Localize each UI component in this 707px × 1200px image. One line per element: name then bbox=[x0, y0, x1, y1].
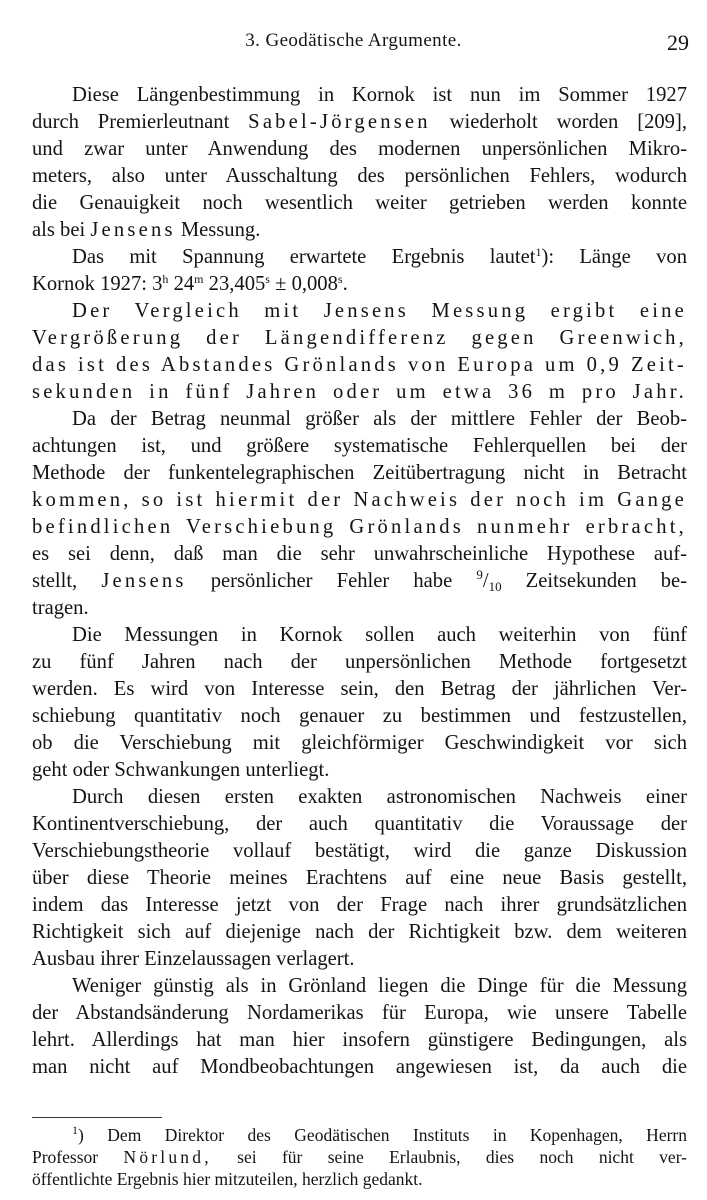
footnote-line: öffentlichte Ergebnis hier mitzuteilen, herzlich gedankt. bbox=[32, 1169, 423, 1189]
text-line bbox=[32, 109, 687, 136]
text-span: als bei bbox=[32, 219, 86, 241]
text-line: ob die Verschiebung mit gleichförmiger Geschwindigkeit vor sich bbox=[32, 732, 687, 754]
spaced-name: Jensens bbox=[90, 219, 176, 241]
spaced-name: Sabel-Jörgensen bbox=[248, 111, 431, 133]
text-line: über diese Theorie meines Erachtens auf eine neue Basis gestellt, bbox=[32, 867, 687, 889]
text-line: werden. Es wird von Interesse sein, den Betrag der jährlichen Ver- bbox=[32, 678, 687, 700]
text-span: durch Premierleutnant bbox=[32, 111, 230, 133]
text-span: Professor bbox=[32, 1147, 99, 1167]
text-line: Weniger günstig als in Grönland liegen die Dinge für die Messung bbox=[72, 975, 687, 997]
text-span: ± 0,008 bbox=[269, 273, 338, 295]
footnote-line bbox=[32, 1146, 687, 1168]
footnote-ref: 1 bbox=[535, 245, 542, 259]
text-line bbox=[32, 244, 687, 271]
text-span: Messung. bbox=[180, 219, 261, 241]
text-line bbox=[32, 568, 687, 595]
paragraph bbox=[32, 973, 687, 1081]
text-span: Das mit Spannung erwartete Ergebnis lautet bbox=[72, 246, 536, 268]
text-line: kommen, so ist hiermit der Nachweis der noch im Gange bbox=[32, 489, 687, 511]
fraction-numerator: 9 bbox=[476, 568, 483, 582]
text-line: sekunden in fünf Jahren oder um etwa 36 m pro Jahr. bbox=[32, 381, 687, 403]
text-span: Zeitsekunden be- bbox=[525, 570, 687, 592]
text-line: Diese Längenbestimmung in Kornok ist nun im Sommer 1927 bbox=[72, 84, 687, 106]
text-line: und zwar unter Anwendung des modernen unpersönlichen Mikro- bbox=[32, 138, 687, 160]
paragraph bbox=[32, 784, 687, 973]
text-span: wiederholt worden [209], bbox=[449, 111, 687, 133]
text-line: Vergrößerung der Längendifferenz gegen Greenwich, bbox=[32, 327, 687, 349]
footnote-marker: 1 bbox=[72, 1124, 78, 1137]
text-span: . bbox=[342, 273, 348, 295]
text-span: ): Länge von bbox=[541, 246, 687, 268]
spaced-name: Jensens bbox=[323, 300, 410, 322]
text-line: geht oder Schwankungen unterliegt. bbox=[32, 759, 330, 781]
text-span: ) Dem Direktor des Geodätischen Instituts in Kopenhagen, Herrn bbox=[78, 1125, 687, 1145]
text-span: Messung ergibt eine bbox=[431, 300, 687, 322]
text-line: indem das Interesse jetzt von der Frage nach ihrer grundsätzlichen bbox=[32, 894, 687, 916]
text-line: der Abstandsänderung Nordamerikas für Europa, wie unsere Tabelle bbox=[32, 1002, 687, 1024]
text-span: stellt, bbox=[32, 570, 78, 592]
paragraph bbox=[32, 82, 687, 244]
text-line bbox=[32, 298, 687, 325]
text-line: Die Messungen in Kornok sollen auch weiterhin von fünf bbox=[72, 624, 687, 646]
spaced-name: Jensens bbox=[101, 570, 187, 592]
text-span: Der Vergleich mit bbox=[72, 300, 302, 322]
text-line: befindlichen Verschiebung Grönlands nunmehr erbracht, bbox=[32, 516, 687, 538]
page-header bbox=[0, 30, 707, 60]
text-line: Durch diesen ersten exakten astronomischen Nachweis einer bbox=[72, 786, 687, 808]
paragraph bbox=[32, 298, 687, 406]
text-line: Kontinentverschiebung, der auch quantitativ die Voraussage der bbox=[32, 813, 687, 835]
text-line: Da der Betrag neunmal größer als der mittlere Fehler der Beob- bbox=[72, 408, 687, 430]
paragraph bbox=[32, 406, 687, 622]
paragraph bbox=[32, 622, 687, 784]
paragraph bbox=[32, 244, 687, 298]
text-line: tragen. bbox=[32, 597, 89, 619]
unit-sup: s bbox=[265, 272, 270, 286]
text-span: persönlicher Fehler habe bbox=[210, 570, 453, 592]
text-line: Richtigkeit sich auf diejenige nach der Richtigkeit bzw. dem weiteren bbox=[32, 921, 687, 943]
body-text bbox=[32, 82, 687, 1081]
text-line: zu fünf Jahren nach der unpersönlichen Methode fortgesetzt bbox=[32, 651, 687, 673]
footnote-line bbox=[32, 1124, 687, 1146]
text-span: 23,405 bbox=[203, 273, 266, 295]
text-span: sei für seine Erlaubnis, dies noch nicht ver- bbox=[237, 1147, 687, 1167]
unit-sup: h bbox=[162, 272, 169, 286]
fraction: $^9$/10 bbox=[476, 568, 502, 594]
text-span: 24 bbox=[168, 273, 195, 295]
text-line: die Genauigkeit noch wesentlich weiter getrieben werden konnte bbox=[32, 192, 687, 214]
running-head: 3. Geodätische Argumente. bbox=[245, 30, 462, 51]
unit-sup: s bbox=[337, 272, 343, 286]
footnote-rule bbox=[32, 1117, 162, 1118]
text-line: lehrt. Allerdings hat man hier insofern günstigere Bedingungen, als bbox=[32, 1029, 687, 1051]
text-line: es sei denn, daß man die sehr unwahrscheinliche Hypothese auf- bbox=[32, 543, 687, 565]
text-line: Verschiebungstheorie vollauf bestätigt, wird die ganze Diskussion bbox=[32, 840, 687, 862]
text-line bbox=[32, 271, 687, 298]
text-span: Kornok 1927: 3 bbox=[32, 273, 163, 295]
spaced-name: Nörlund, bbox=[123, 1147, 212, 1167]
text-line: meters, also unter Ausschaltung des persönlichen Fehlers, wodurch bbox=[32, 165, 687, 187]
text-line: Ausbau ihrer Einzelaussagen verlagert. bbox=[32, 948, 355, 970]
text-line: schiebung quantitativ noch genauer zu bestimmen und festzustellen, bbox=[32, 705, 687, 727]
text-line: man nicht auf Mondbeobachtungen angewiesen ist, da auch die bbox=[32, 1056, 687, 1078]
page-number: 29 bbox=[667, 30, 689, 55]
text-line: achtungen ist, und größere systematische Fehlerquellen bei der bbox=[32, 435, 687, 457]
text-line bbox=[32, 217, 687, 244]
unit-sup: m bbox=[194, 272, 204, 286]
text-line: Methode der funkentelegraphischen Zeitübertragung nicht in Betracht bbox=[32, 462, 687, 484]
fraction-denominator: 10 bbox=[488, 579, 502, 594]
text-line: das ist des Abstandes Grönlands von Europa um 0,9 Zeit- bbox=[32, 354, 687, 376]
footnote bbox=[32, 1124, 687, 1190]
